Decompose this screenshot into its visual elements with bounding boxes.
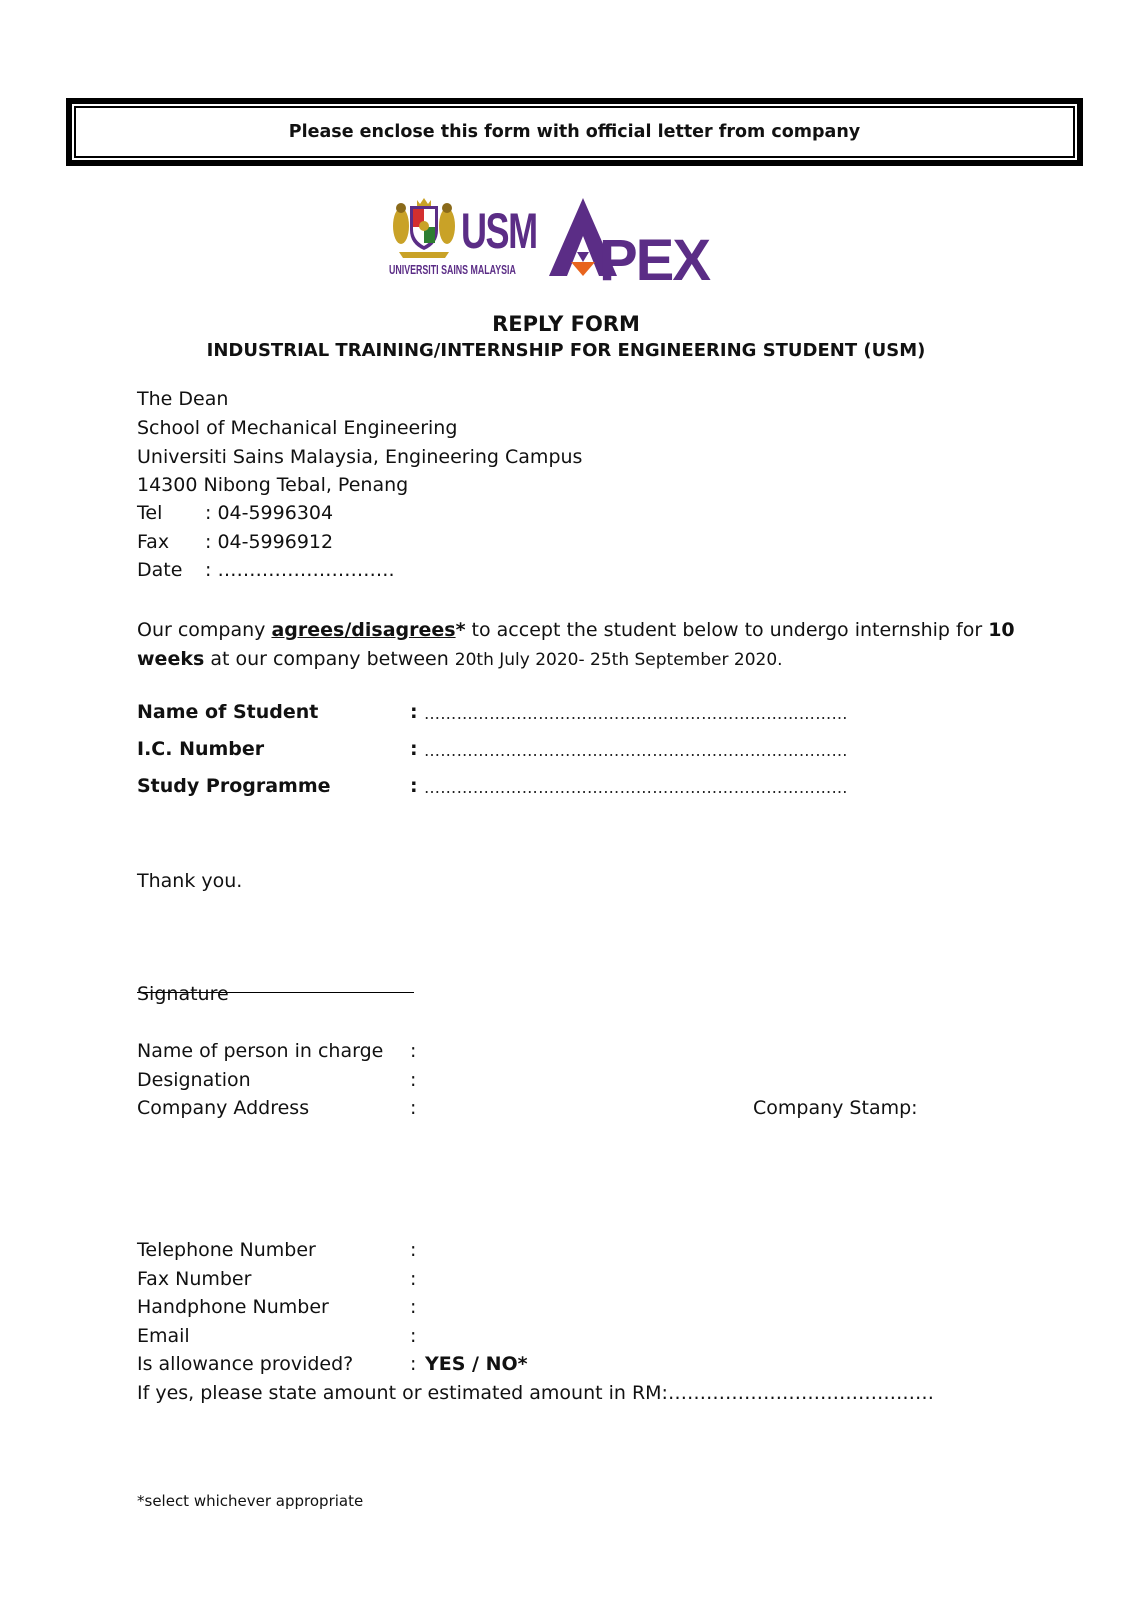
apex-wordmark: PEX: [599, 228, 710, 293]
designation-colon: :: [410, 1069, 417, 1091]
ic-number-colon: :: [410, 738, 418, 760]
choice-star: *: [455, 619, 466, 641]
date-label: Date: [137, 559, 183, 581]
email-label: Email: [137, 1325, 190, 1347]
para-part-1: Our company: [137, 619, 272, 641]
study-programme-field[interactable]: ……………………………………………………………………: [424, 778, 848, 797]
student-name-field[interactable]: ……………………………………………………………………: [424, 704, 848, 723]
allowance-amount-line: If yes, please state amount or estimated amount in RM:……………………………………: [137, 1382, 934, 1404]
email-colon: :: [410, 1325, 417, 1347]
duration-unit: weeks: [137, 648, 205, 670]
ic-number-field[interactable]: ……………………………………………………………………: [424, 741, 848, 760]
designation-label: Designation: [137, 1069, 251, 1091]
usm-crest-icon: [391, 196, 457, 262]
telephone-number-colon: :: [410, 1239, 417, 1261]
study-programme-colon: :: [410, 775, 418, 797]
enclose-notice-text: Please enclose this form with official letter from company: [74, 106, 1075, 158]
allowance-label: Is allowance provided?: [137, 1353, 354, 1375]
address-line-2: School of Mechanical Engineering: [137, 417, 458, 439]
address-line-3: Universiti Sains Malaysia, Engineering Campus: [137, 446, 583, 468]
date-value: : ……………………….: [205, 559, 395, 581]
allowance-yes-no-choice[interactable]: YES / NO*: [425, 1353, 528, 1375]
internship-dates: 20th July 2020- 25th September 2020.: [454, 650, 783, 670]
telephone-number-label: Telephone Number: [137, 1239, 316, 1261]
handphone-number-colon: :: [410, 1296, 417, 1318]
para-part-3: at our company between: [204, 648, 455, 670]
tel-row: [137, 502, 333, 524]
tel-value: : 04-5996304: [205, 502, 334, 524]
ic-number-label: I.C. Number: [137, 738, 265, 760]
duration-number: 10: [988, 619, 1015, 641]
fax-row: [137, 531, 333, 553]
allowance-colon: :: [410, 1353, 417, 1375]
enclose-notice-box: [66, 98, 1083, 166]
fax-value: : 04-5996912: [205, 531, 334, 553]
usm-wordmark: USM: [461, 203, 537, 259]
fax-number-label: Fax Number: [137, 1268, 252, 1290]
student-name-label: Name of Student: [137, 701, 319, 723]
fax-label: Fax: [137, 531, 170, 553]
thank-you-text: Thank you.: [137, 870, 243, 892]
company-stamp-label: Company Stamp:: [753, 1097, 918, 1119]
tel-label: Tel: [137, 502, 163, 524]
address-line-1: The Dean: [137, 388, 229, 410]
person-in-charge-colon: :: [410, 1040, 417, 1062]
para-part-2: to accept the student below to undergo internship for: [465, 619, 989, 641]
fax-number-colon: :: [410, 1268, 417, 1290]
person-in-charge-label: Name of person in charge: [137, 1040, 384, 1062]
company-address-colon: :: [410, 1097, 417, 1119]
address-line-4: 14300 Nibong Tebal, Penang: [137, 474, 409, 496]
form-subtitle: INDUSTRIAL TRAINING/INTERNSHIP FOR ENGINEERING STUDENT (USM): [206, 340, 926, 361]
usm-caption: UNIVERSITI SAINS MALAYSIA: [389, 262, 516, 277]
student-name-colon: :: [410, 701, 418, 723]
study-programme-label: Study Programme: [137, 775, 331, 797]
agreement-paragraph: [137, 616, 1017, 675]
handphone-number-label: Handphone Number: [137, 1296, 329, 1318]
agree-disagree-choice: agrees/disagrees: [271, 619, 456, 641]
apex-logo: [547, 196, 717, 293]
signature-label: Signature: [137, 983, 229, 1005]
form-title: REPLY FORM: [492, 312, 640, 336]
footnote: *select whichever appropriate: [137, 1492, 364, 1510]
usm-logo: [391, 196, 535, 284]
date-row: [137, 559, 394, 581]
company-address-label: Company Address: [137, 1097, 310, 1119]
